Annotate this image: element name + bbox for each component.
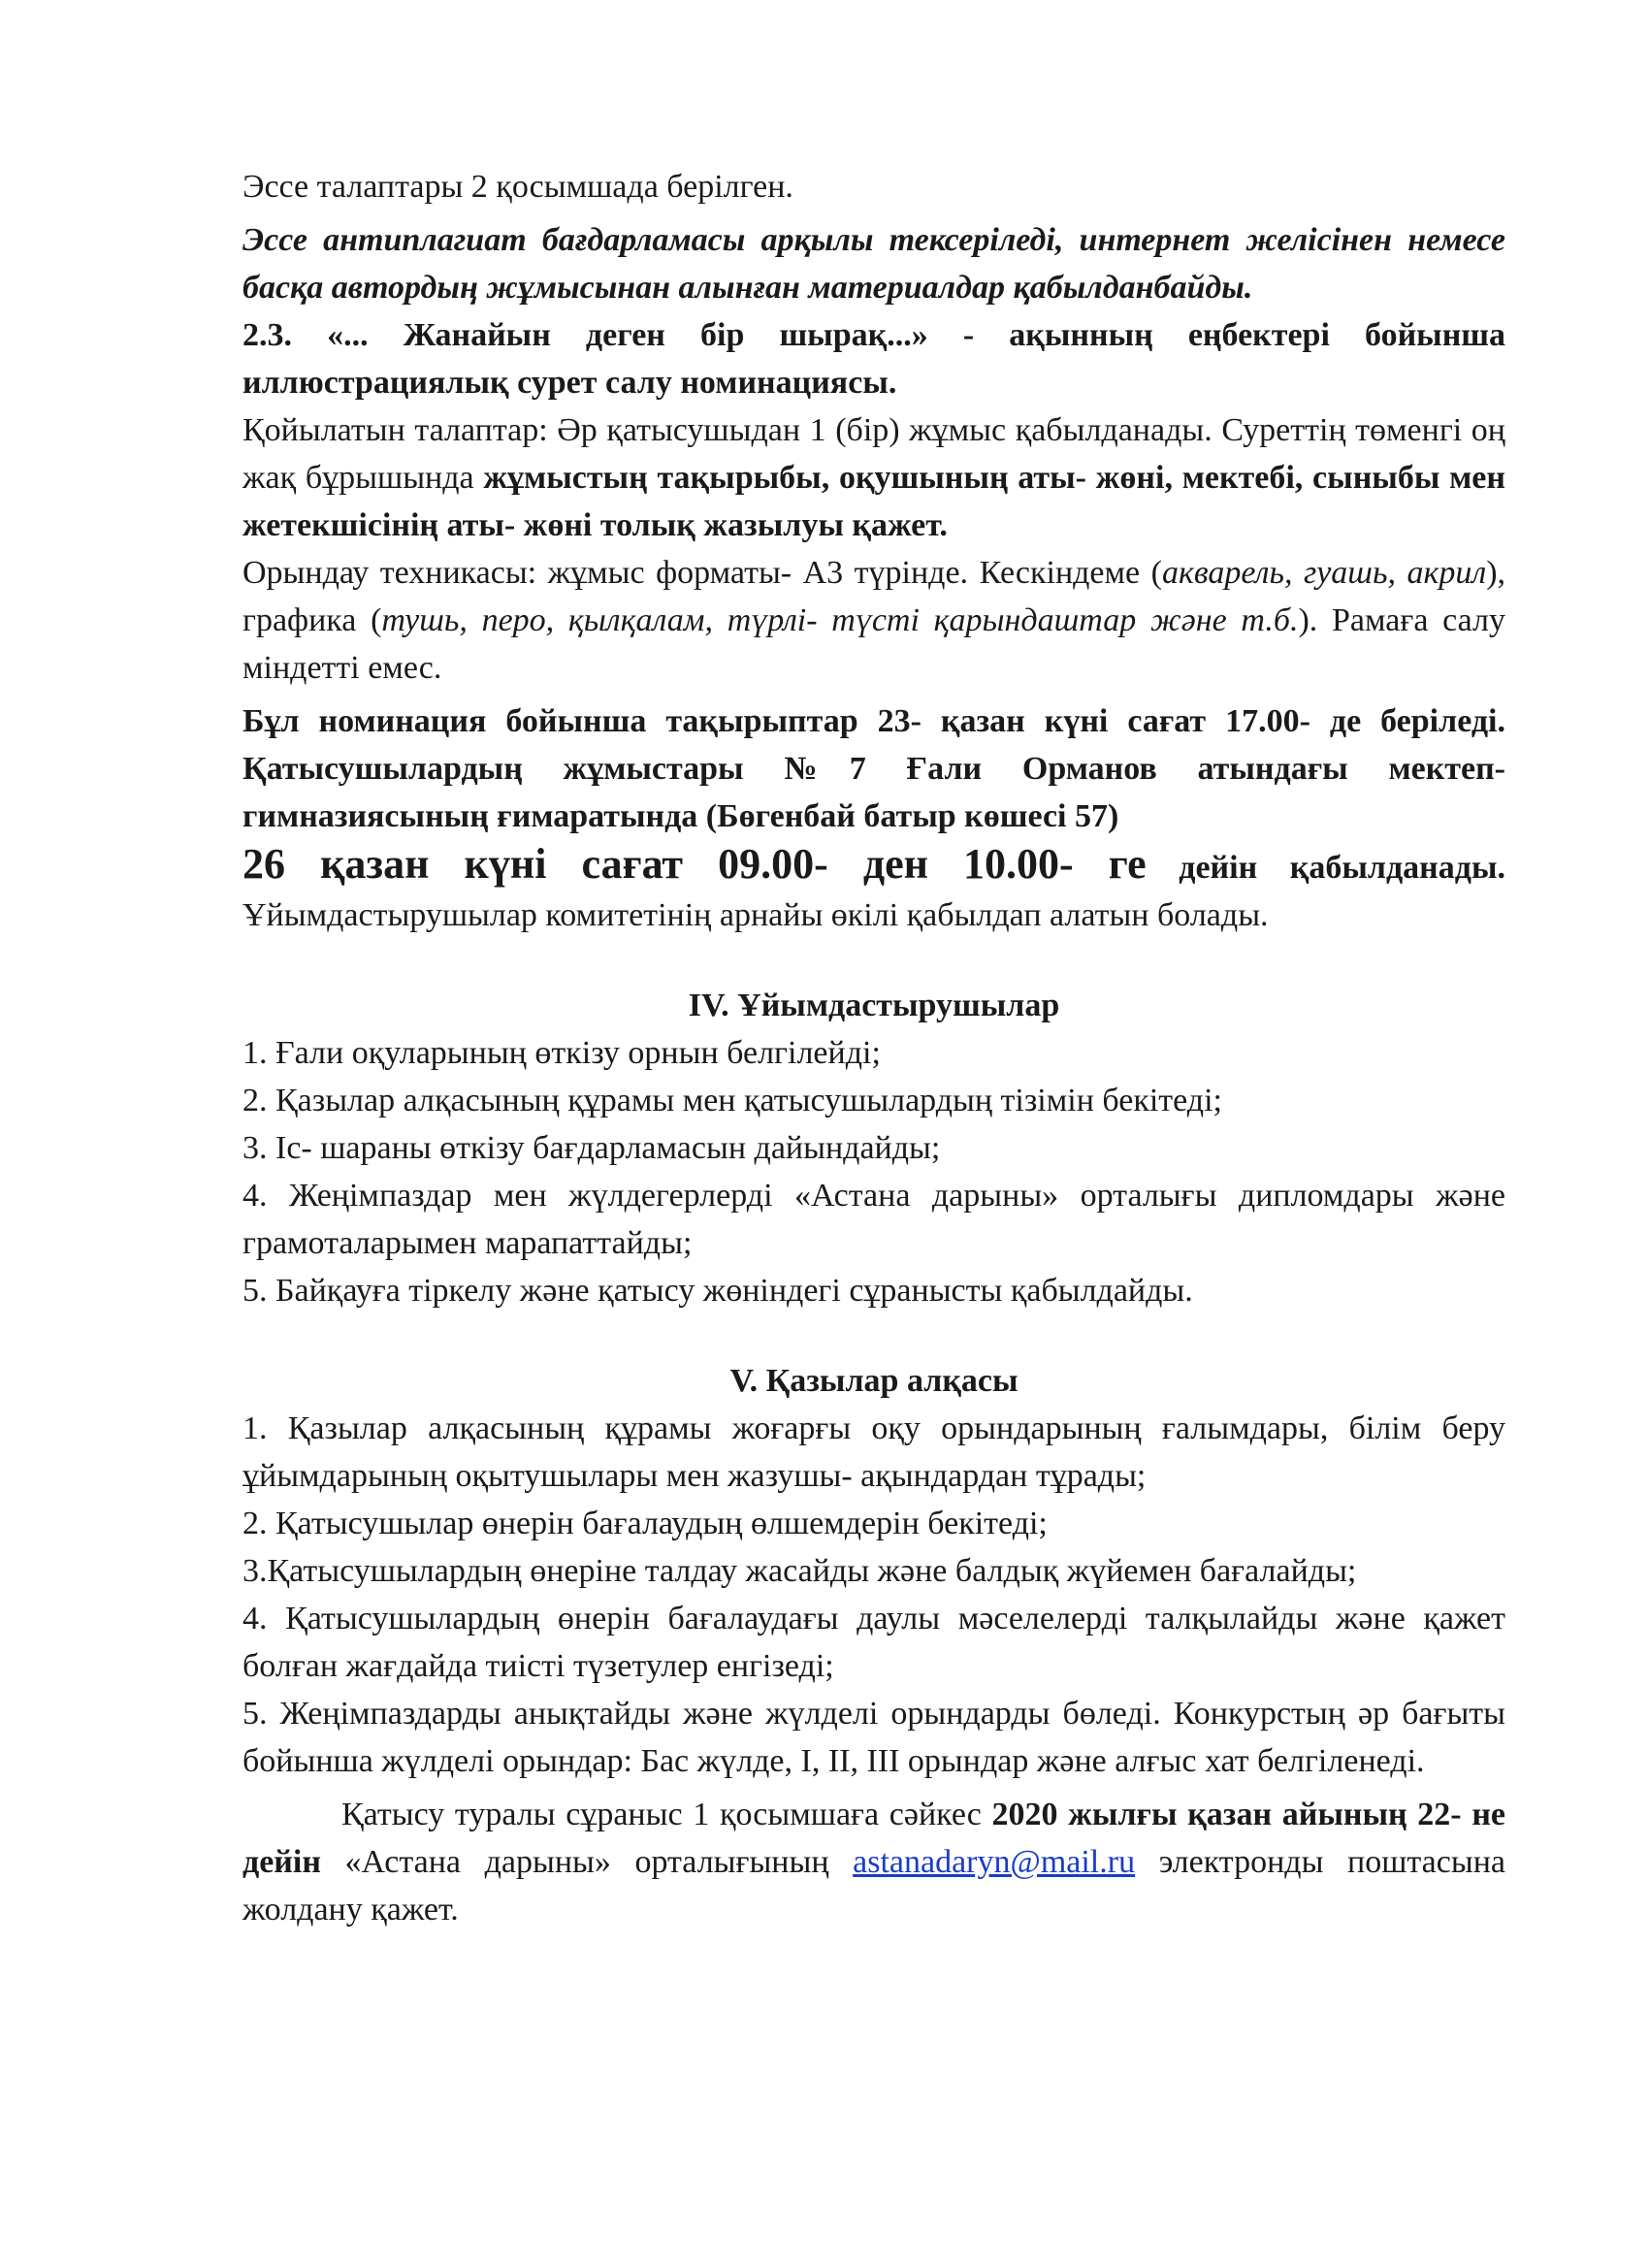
closing-paragraph [242,1791,1505,1933]
email-link[interactable]: astanadaryn@mail.ru [853,1844,1136,1880]
topics-note: Бұл номинация бойынша тақырыптар 23- қазан күні сағат 17.00- де беріледі. Қатысушылардың жұмыстары №7 Ғали Орманов атындағы мектеп-гимназиясының ғимаратында (Бөгенбай батыр көшесі 57) [242,703,1505,834]
list-item: 2. Қатысушылар өнерін бағалаудың өлшемдерін бекітеді; [242,1506,1048,1541]
acceptance-time-tail: дейін қабылданады. [1146,850,1505,886]
essay-requirements: Эссе талаптары 2 қосымшада берілген. [242,169,793,205]
technique-text-3: ). Рамаға салу міндетті емес. [242,602,1505,686]
list-item: 3.Қатысушылардың өнеріне талдау жасайды және балдық жүйемен бағалайды; [242,1553,1357,1589]
section-2-3-requirements [242,406,1505,549]
acceptance-time [242,840,1505,891]
antiplagiarism-note: Эссе антиплагиат бағдарламасы арқылы тексеріледі, интернет желісінен немесе басқа автордың жұмысынан алынған материалдар қабылданбайды. [242,222,1505,306]
list-item: 1. Ғали оқуларының өткізу орнын белгілейді; [242,1035,881,1071]
committee-note: Ұйымдастырушылар комитетінің арнайы өкілі қабылдап алатын болады. [242,897,1269,933]
section-2-3-technique [242,549,1505,692]
closing-deadline: 2020 жылғы қазан айының 22- не дейін [242,1797,1506,1880]
list-item: 5. Жеңімпаздарды анықтайды және жүлделі орындарды бөледі. Конкурстың әр бағыты бойынша жүлделі орындар: Бас жүлде, I, II, III орындар және алғыс хат белгіленеді. [242,1696,1505,1779]
closing-text-2: «Астана дарыны» орталығының [320,1844,854,1880]
technique-text-1: Орындау техникасы: жұмыс форматы- А3 түрінде. Кескіндеме ( [242,555,1162,591]
technique-text-2: ), графика ( [242,555,1506,638]
document-page [242,163,1505,1933]
closing-text-1: Қатысу туралы сұраныс 1 қосымшаға сәйкес [341,1797,992,1832]
technique-graphic-list: тушь, перо, қылқалам, түрлі- түсті қарындаштар және т.б. [381,602,1299,638]
list-item: 4. Қатысушылардың өнерін бағалаудағы даулы мәселелерді талқылайды және қажет болған жағдайда тиісті түзетулер енгізеді; [242,1601,1505,1684]
list-item: 1. Қазылар алқасының құрамы жоғарғы оқу орындарының ғалымдары, білім беру ұйымдарының оқытушылары мен жазушы- ақындардан тұрады; [242,1410,1505,1494]
acceptance-time-big: 26 қазан күні сағат 09.00- ден 10.00- ге [242,840,1147,888]
requirements-text: Қойылатын талаптар: Әр қатысушыдан 1 (бір) жұмыс қабылданады. Суреттің төменгі оң жақ бұрышында [242,412,1505,496]
list-item: 2. Қазылар алқасының құрамы мен қатысушылардың тізімін бекітеді; [242,1083,1222,1118]
section-iv-title: IV. Ұйымдастырушылар [688,988,1060,1023]
section-v-title: V. Қазылар алқасы [729,1363,1018,1399]
technique-paint-list: акварель, гуашь, акрил [1161,555,1487,591]
requirements-bold: жұмыстың тақырыбы, оқушының аты- жөні, мектебі, сыныбы мен жетекшісінің аты- жөні толық жазылуы қажет. [242,460,1505,543]
section-2-3-title: 2.3. «... Жанайын деген бір шырақ...» - ақынның еңбектері бойынша иллюстрациялық сурет салу номинациясы. [242,317,1505,401]
list-item: 4. Жеңімпаздар мен жүлдегерлерді «Астана дарыны» орталығы дипломдары және грамоталарымен марапаттайды; [242,1178,1505,1261]
list-item: 5. Байқауға тіркелу және қатысу жөніндегі сұранысты қабылдайды. [242,1273,1193,1309]
list-item: 3. Іс- шараны өткізу бағдарламасын дайындайды; [242,1130,941,1166]
closing-text-3: электронды поштасына жолдану қажет. [242,1844,1505,1928]
